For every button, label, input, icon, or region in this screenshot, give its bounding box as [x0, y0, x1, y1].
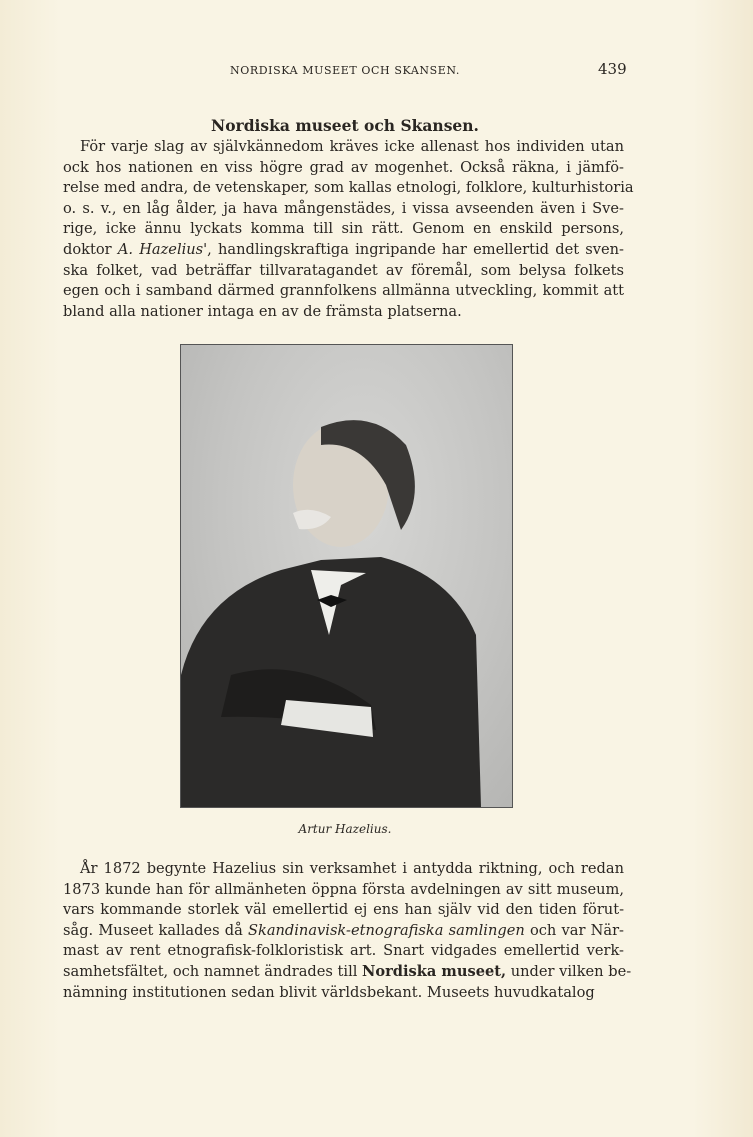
text-segment: nämning institutionen sedan blivit världsbekant. Museets huvudkatalog [63, 983, 595, 1001]
text-segment: 1873 kunde han för allmänheten öppna första avdelningen av sitt museum, [63, 880, 624, 898]
text-line [63, 240, 624, 261]
text-segment: ska folket, vad beträffar tillvaratagandet av föremål, som belysa folkets [63, 261, 624, 279]
text-segment: relse med andra, de vetenskaper, som kallas etnologi, folklore, kulturhistoria [63, 179, 634, 197]
text-line [63, 941, 624, 962]
text-segment: vars kommande storlek väl emellertid ej ens han själv vid den tiden förut- [63, 901, 624, 919]
text-line [63, 158, 624, 179]
figure-caption: Artur Hazelius. [298, 822, 392, 836]
paragraph-2 [63, 859, 632, 1003]
text-segment: egen och i samband därmed grannfolkens allmänna utveckling, kommit att [63, 282, 624, 300]
text-segment: mast av rent etnografisk-folkloristisk art. Snart vidgades emellertid verk- [63, 942, 624, 960]
text-segment: rige, icke ännu lyckats komma till sin rätt. Genom en enskild persons, [63, 220, 624, 238]
bold-text: Nordiska museet, [362, 962, 507, 980]
text-line [63, 199, 624, 220]
section-title: Nordiska museet och Skansen. [211, 116, 479, 135]
text-segment: under vilken be- [506, 962, 632, 980]
text-segment: doktor [63, 240, 118, 258]
text-line [63, 859, 624, 880]
text-segment: o. s. v., en låg ålder, ja hava mångenstädes, i vissa avseenden även i Sve- [63, 199, 624, 217]
text-line [63, 178, 634, 199]
italic-text: Skandinavisk-etnografiska samlingen [247, 921, 525, 939]
text-line [63, 962, 632, 983]
text-line [63, 137, 624, 158]
text-segment: bland alla nationer intaga en av de främsta platserna. [63, 302, 462, 320]
page-number: 439 [598, 60, 627, 78]
paragraph-1 [63, 137, 634, 322]
text-line [63, 302, 624, 323]
portrait-photo [180, 344, 513, 808]
text-segment: och var När- [524, 921, 624, 939]
text-line [63, 921, 624, 942]
text-segment: ', handlingskraftiga ingripande har emellertid det sven- [203, 240, 624, 258]
text-segment: För varje slag av självkännedom kräves icke allenast hos individen utan [80, 138, 624, 155]
text-line [63, 219, 624, 240]
text-line [63, 880, 624, 901]
running-title: NORDISKA MUSEET OCH SKANSEN. [230, 64, 460, 77]
text-line [63, 900, 624, 921]
italic-text: A. Hazelius [117, 240, 204, 258]
text-line [63, 983, 624, 1004]
text-segment: samhetsfältet, och namnet ändrades till [63, 962, 363, 980]
text-line [63, 261, 624, 282]
text-line [63, 281, 624, 302]
text-segment: ock hos nationen en viss högre grad av mogenhet. Också räkna, i jämfö- [63, 158, 624, 176]
text-segment: År 1872 begynte Hazelius sin verksamhet i antydda riktning, och redan [80, 860, 624, 877]
text-segment: såg. Museet kallades då [63, 921, 248, 939]
portrait-illustration [181, 345, 512, 807]
